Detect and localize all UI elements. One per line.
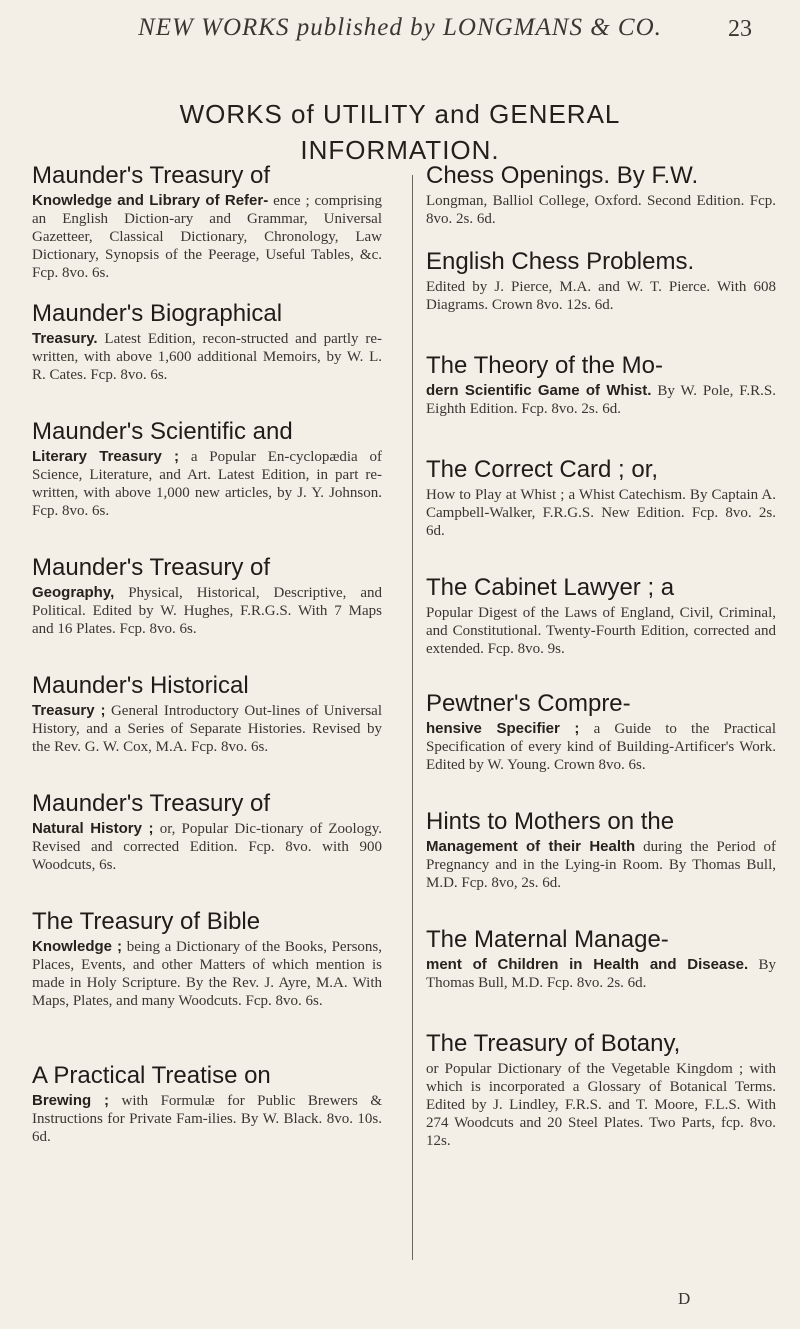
entry-text: Edited by J. Pierce, M.A. and W. T. Pierce. With 608 Diagrams. Crown 8vo. 12s. 6d. (426, 279, 776, 313)
section-heading-line-1: WORKS of UTILITY and GENERAL (179, 99, 621, 129)
entry-chess-openings (426, 162, 776, 228)
entry-description (32, 820, 382, 874)
entry-text: General Introductory Out-lines of Universal History, and a Series of Separate Histories. Revised by the Rev. G. W. Cox, M.A. Fcp. 8vo. 6s. (32, 703, 382, 755)
entry-lead: ment of Children in Health and Disease. (426, 956, 749, 973)
entry-treasury-of-geography (32, 554, 382, 638)
entry-text: being a Dictionary of the Books, Persons, Places, Events, and other Matters of which mention is made in Holy Scripture. By the Rev. J. Ayre, M.A. With Maps, Plates, and many Woodcuts. Fcp. 8vo. 6s. (32, 939, 382, 1009)
entry-description (426, 956, 776, 992)
entry-text: during the Period of Pregnancy and in the Lying-in Room. By Thomas Bull, M.D. Fcp. 8vo, 2s. 6d. (426, 839, 776, 891)
entry-description (426, 1060, 776, 1150)
entry-description (32, 702, 382, 756)
entry-description (426, 604, 776, 658)
entry-treasury-of-botany (426, 1030, 776, 1150)
entry-description (426, 486, 776, 540)
entry-title: Maunder's Treasury of (32, 554, 271, 581)
entry-text: Physical, Historical, Descriptive, and Political. Edited by W. Hughes, F.R.G.S. With 7 Maps and 16 Plates. Fcp. 8vo. 6s. (32, 585, 383, 637)
entry-scientific-literary-treasury (32, 418, 382, 520)
entry-text: Longman, Balliol College, Oxford. Second Edition. Fcp. 8vo. 2s. 6d. (426, 193, 776, 227)
entry-text: ence ; comprising an English Diction-ary and Grammar, Universal Gazetteer, Classical Dictionary, Chronology, Law Dictionary, Synopsis of the Peerage, Useful Tables, &c. Fcp. 8vo. 6s. (32, 193, 383, 281)
entry-title: English Chess Problems. (426, 248, 695, 275)
entry-lead: hensive Specifier ; (426, 720, 580, 737)
entry-title: The Treasury of Bible (32, 908, 261, 935)
entry-description (426, 278, 776, 314)
page-number: 23 (728, 16, 752, 42)
entry-lead: dern Scientific Game of Whist. (426, 382, 652, 399)
entry-treasury-of-natural-history (32, 790, 382, 874)
signature-mark: D (678, 1289, 691, 1308)
entry-treasury-of-bible-knowledge (32, 908, 382, 1010)
entry-title: Maunder's Historical (32, 672, 249, 699)
entry-lead: Treasury. (32, 330, 98, 347)
entry-text: or Popular Dictionary of the Vegetable Kingdom ; with which is incorporated a Glossary of Botanical Terms. Edited by J. Lindley, F.R.S. and T. Moore, F.L.S. With 274 Woodcuts and 20 Steel Plates. Two Parts, fcp. 8vo. 12s. (426, 1061, 776, 1149)
entry-description (32, 1092, 382, 1146)
section-heading (40, 96, 760, 168)
entry-english-chess-problems (426, 248, 776, 314)
entry-title: Maunder's Treasury of (32, 790, 271, 817)
entry-title: The Cabinet Lawyer ; a (426, 574, 675, 601)
entry-text: a Guide to the Practical Specification of every kind of Building-Artificer's Work. Edited by W. Young. Crown 8vo. 6s. (426, 721, 777, 773)
entry-title: The Theory of the Mo- (426, 352, 663, 379)
entry-description (32, 584, 382, 638)
entry-text: or, Popular Dic-tionary of Zoology. Revised and corrected Edition. Fcp. 8vo. with 900 Woodcuts, 6s. (32, 821, 382, 873)
column-divider (412, 175, 413, 1260)
running-title: NEW WORKS published by LONGMANS & CO. (138, 14, 662, 41)
entry-title: A Practical Treatise on (32, 1062, 271, 1089)
entry-theory-of-whist (426, 352, 776, 418)
entry-description (32, 938, 382, 1010)
entry-description (32, 330, 382, 384)
entry-pewtners-specifier (426, 690, 776, 774)
entry-description (426, 838, 776, 892)
entry-title: Hints to Mothers on the (426, 808, 675, 835)
entry-description (426, 720, 776, 774)
entry-description (426, 192, 776, 228)
entry-title: The Correct Card ; or, (426, 456, 659, 483)
section-heading-line-2: INFORMATION. (300, 135, 500, 165)
entry-title: Maunder's Biographical (32, 300, 283, 327)
entry-lead: Treasury ; (32, 702, 106, 719)
entry-title: Maunder's Treasury of (32, 162, 271, 189)
entry-text: By W. Pole, F.R.S. Eighth Edition. Fcp. 8vo. 2s. 6d. (426, 383, 776, 417)
entry-title: Pewtner's Compre- (426, 690, 631, 717)
entry-description (426, 382, 776, 418)
entry-correct-card (426, 456, 776, 540)
entry-title: Maunder's Scientific and (32, 418, 293, 445)
entry-lead: Natural History ; (32, 820, 154, 837)
entry-title: The Treasury of Botany, (426, 1030, 681, 1057)
entry-description (32, 448, 382, 520)
entry-historical-treasury (32, 672, 382, 756)
entry-lead: Management of their Health (426, 838, 636, 855)
running-head (0, 14, 800, 48)
entry-text: By Thomas Bull, M.D. Fcp. 8vo. 2s. 6d. (426, 957, 777, 991)
entry-description (32, 192, 382, 282)
entry-biographical-treasury (32, 300, 382, 384)
entry-lead: Geography, (32, 584, 115, 601)
entry-title: The Maternal Manage- (426, 926, 669, 953)
entry-cabinet-lawyer (426, 574, 776, 658)
entry-text: a Popular En-cyclopædia of Science, Literature, and Art. Latest Edition, in part re-written, with above 1,000 new articles, by J. Y. Johnson. Fcp. 8vo. 6s. (32, 449, 382, 519)
entry-lead: Knowledge ; (32, 938, 123, 955)
entry-maternal-management (426, 926, 776, 992)
entry-treatise-on-brewing (32, 1062, 382, 1146)
entry-lead: Brewing ; (32, 1092, 110, 1109)
entry-text: Popular Digest of the Laws of England, Civil, Criminal, and Constitutional. Twenty-Fourth Edition, corrected and extended. Fcp. 8vo. 9s. (426, 605, 776, 657)
entry-treasury-of-knowledge (32, 162, 382, 282)
entry-title: Chess Openings. By F.W. (426, 162, 699, 189)
entry-text: Latest Edition, recon-structed and partly re-written, with above 1,600 additional Memoirs, by W. L. R. Cates. Fcp. 8vo. 6s. (32, 331, 382, 383)
entry-hints-to-mothers (426, 808, 776, 892)
entry-lead: Knowledge and Library of Refer- (32, 192, 269, 209)
entry-text: with Formulæ for Public Brewers & Instructions for Private Fam-ilies. By W. Black. 8vo. 10s. 6d. (32, 1093, 383, 1145)
entry-lead: Literary Treasury ; (32, 448, 179, 465)
entry-text: How to Play at Whist ; a Whist Catechism. By Captain A. Campbell-Walker, F.R.G.S. New Edition. Fcp. 8vo. 2s. 6d. (426, 487, 776, 539)
